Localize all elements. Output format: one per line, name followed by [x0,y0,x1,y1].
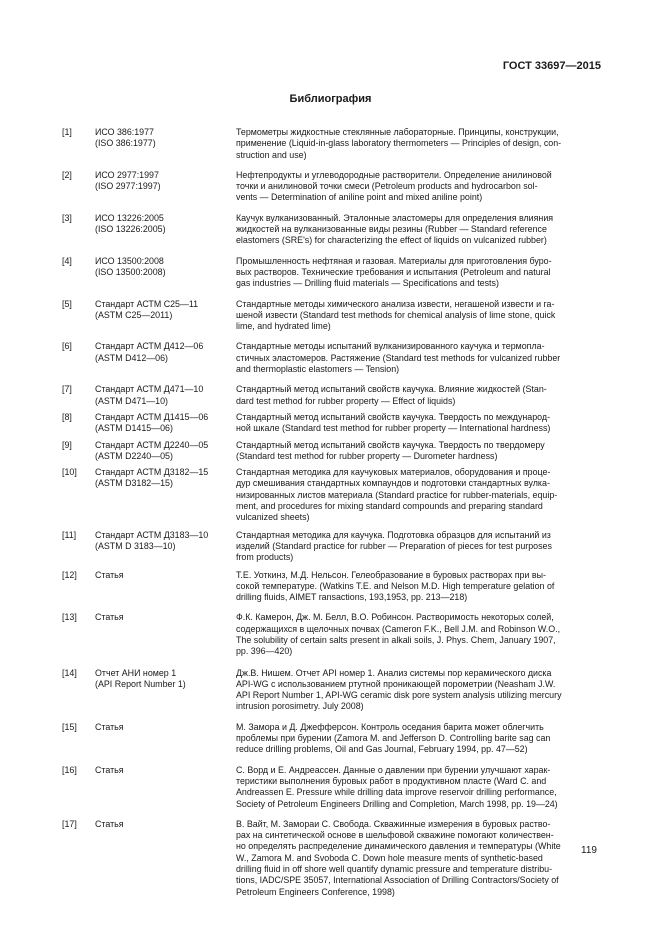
entry-number: [17] [62,818,77,829]
entry-source-line: (ASTM D2240—05) [95,450,173,461]
entry-description-line: дур смешивания стандартных компаундов и подготовки стандартных вулка- [236,478,550,489]
entry-source-line: ИСО 2977:1997 [95,169,159,180]
entry-description-line: Стандартные методы химического анализа извести, негашеной извести и га- [236,298,555,309]
entry-description [236,170,600,204]
entry-source-line: Статья [95,569,124,580]
entry-description-line: шеной извести (Standard test methods for chemical analysis of lime stone, quick [236,309,556,320]
entry-source [95,530,235,553]
entry-description-line: но определять распределение динамического давления и температуры (White [236,841,561,852]
section-title: Библиография [289,93,372,105]
bibliography-entry [62,530,600,564]
entry-source-line: Стандарт АСТМ Д1415—06 [95,411,209,422]
entry-number: [3] [62,212,72,223]
entry-source-line: (API Report Number 1) [95,678,186,689]
bibliography-list [62,127,600,898]
entry-source [95,440,235,463]
entry-description-line: низированных листов материала (Standard practice for rubber-materials, equip- [236,489,558,500]
entry-description-line: API-WG с использованием ртутной проникающей порометрии (Neasham J.W. [236,678,556,689]
entry-description-line: vulcanized sheets) [236,512,310,523]
entry-description-line: gas industries — Drilling fluid materials — Specifications and tests) [236,278,499,289]
entry-description-line: Термометры жидкостные стеклянные лабораторные. Принципы, конструкции, [236,127,559,137]
entry-description-line: Нефтепродукты и углеводородные растворители. Определение анилиновой [236,169,552,180]
entry-source-line: ИСО 13500:2008 [95,255,164,266]
entry-source-line: (ISO 13500:2008) [95,266,166,277]
entry-description-line: М. Замора и Д. Джефферсон. Контроль оседания барита может облегчить [236,721,544,732]
entry-description [236,412,600,435]
entry-source-line: ИСО 13226:2005 [95,212,164,223]
entry-source-line: (ISO 386:1977) [95,138,156,149]
entry-source-line: Стандарт АСТМ Д412—06 [95,341,204,352]
entry-number: [8] [62,411,72,422]
bibliography-entry [62,256,600,290]
entry-source [95,668,235,691]
bibliography-entry [62,341,600,375]
entry-description-line: drilling fluids, AIMET ransactions, 193,1953, pp. 213—218) [236,592,468,603]
entry-source-line: (ISO 13226:2005) [95,224,166,235]
entry-source-line: (ASTM D471—10) [95,395,168,406]
entry-description-line: pp. 396—420) [236,646,293,657]
bibliography-entry [62,819,600,898]
entry-description-line: tions, IADC/SPE 35057, International Association of Drilling Contractors/Society of [236,875,559,886]
entry-description-line: Andreassen E. Pressure while drilling data improve reservoir drilling performance, [236,787,557,798]
entry-source [95,213,235,236]
entry-source [95,765,235,776]
entry-description-line: стичных эластомеров. Растяжение (Standard test methods for vulcanized rubber [236,352,561,363]
entry-description-line: вых растворов. Технические требования и испытания (Petroleum and natural [236,266,551,277]
entry-source [95,299,235,322]
bibliography-entry [62,612,600,657]
entry-number: [7] [62,384,72,395]
entry-description-line: W., Zamora M. and Svoboda C. Down hole measure ments of synthetic-based [236,852,543,863]
entry-description [236,765,600,810]
entry-description-line: Society of Petroleum Engineers Drilling and Completion, March 1998, pp. 19—24) [236,798,558,809]
bibliography-entry [62,170,600,204]
entry-source-line: Стандарт АСТМ Д2240—05 [95,439,209,450]
entry-description [236,213,600,247]
entry-number: [12] [62,569,77,580]
entry-description-line: from products) [236,552,294,563]
bibliography-entry [62,299,600,333]
entry-description [236,299,600,333]
entry-description-line: reduce drilling problems, Oil and Gas Journal, February 1994, pp. 47—52) [236,744,528,755]
bibliography-entry [62,440,600,463]
entry-source-line: (ASTM D3182—15) [95,478,173,489]
entry-source-line: (ASTM D412—06) [95,352,168,363]
entry-description-line: lime, and hydrated lime) [236,321,331,332]
entry-description-line: Ф.К. Камерон, Дж. М. Белл, В.О. Робинсон. Растворимость некоторых солей, [236,612,554,623]
entry-description-line: drilling fluid in off shore well quantify dynamic pressure and temperature distribu- [236,864,553,875]
bibliography-entry [62,570,600,604]
entry-source [95,412,235,435]
entry-description-line: В. Вайт, М. Замораи С. Свобода. Скважинные измерения в буровых раство- [236,818,551,829]
entry-description-line: ment, and procedures for mixing standard compounds and preparing standard [236,501,543,512]
entry-source-line: Стандарт АСТМ Д471—10 [95,384,204,395]
entry-description-line: точки и анилиновой точки смеси (Petroleum products and hydrocarbon sol- [236,181,538,192]
entry-description [236,570,600,604]
entry-description-line: проблемы при бурении (Zamora M. and Jefferson D. Controlling barite sag can [236,733,551,744]
entry-description-line: рах на синтетической основе в шельфовой скважине помогают количествен- [236,830,554,841]
entry-description [236,467,600,523]
entry-source-line: Стандарт АСТМ Д3182—15 [95,467,209,478]
entry-number: [16] [62,764,77,775]
entry-source-line: Стандарт АСТМ Д3183—10 [95,529,209,540]
entry-description [236,127,600,161]
bibliography-entry [62,127,600,161]
entry-description-line: Каучук вулканизованный. Эталонные эластомеры для определения влияния [236,212,554,223]
entry-description-line: Стандартная методика для каучука. Подготовка образцов для испытаний из [236,529,551,540]
entry-number: [15] [62,721,77,732]
entry-source-line: Отчет АНИ номер 1 [95,667,177,678]
entry-description-line: Стандартный метод испытаний свойств каучука. Твердость по международ- [236,411,551,422]
bibliography-entry [62,384,600,407]
entry-description-line: Промышленность нефтяная и газовая. Материалы для приготовления буро- [236,255,552,266]
entry-description-line: dard test method for rubber property — Effect of liquids) [236,395,456,406]
entry-source-line: Статья [95,612,124,623]
entry-description-line: ной шкале (Standard test method for rubber property — International hardness) [236,423,551,434]
entry-source [95,341,235,364]
entry-source-line: (ISO 2977:1997) [95,181,161,192]
entry-number: [6] [62,341,72,352]
bibliography-entry [62,467,600,523]
entry-number: [10] [62,467,77,478]
entry-description-line: применение (Liquid-in-glass laboratory thermometers — Principles of design, con- [236,138,562,149]
bibliography-entry [62,765,600,810]
entry-source [95,467,235,490]
entry-description-line: теристики выполнения буровых работ в продуктивном пласте (Ward C. and [236,775,547,786]
entry-description-line: API Report Number 1, API-WG ceramic disk pore system analysis utilizing mercury [236,690,562,701]
entry-description-line: Стандартная методика для каучуковых материалов, оборудования и проце- [236,467,551,478]
entry-source [95,722,235,733]
entry-source-line: ИСО 386:1977 [95,127,154,137]
entry-description-line: intrusion porosimetry. July 2008) [236,701,364,712]
entry-description [236,530,600,564]
bibliography-entry [62,722,600,756]
entry-description [236,819,600,898]
standard-number: ГОСТ 33697—2015 [502,60,601,72]
entry-number: [5] [62,298,72,309]
entry-description-line: сокой температуре. (Watkins T.E. and Nelson M.D. High temperature gelation of [236,580,555,591]
entry-source [95,127,235,150]
entry-source [95,612,235,623]
entry-number: [4] [62,255,72,266]
entry-description [236,256,600,290]
entry-description-line: Стандартный метод испытаний свойств каучука. Твердость по твердомеру [236,439,545,450]
entry-source-line: (ASTM С25—2011) [95,309,173,320]
entry-description [236,722,600,756]
bibliography-entry [62,412,600,435]
entry-number: [13] [62,612,77,623]
entry-description [236,341,600,375]
entry-description-line: изделий (Standard practice for rubber — Preparation of pieces for test purposes [236,540,552,551]
entry-source-line: Статья [95,764,124,775]
entry-description-line: содержащихся в щелочных почвах (Cameron F.K., Bell J.M. and Robinson W.O., [236,623,561,634]
entry-source-line: (ASTM D1415—06) [95,423,173,434]
entry-number: [11] [62,529,77,540]
entry-source [95,570,235,581]
entry-description-line: Стандартные методы испытаний вулканизированного каучука и термопла- [236,341,545,352]
entry-description-line: The solubility of certain salts present in alkali soils, J. Phys. Chem, January 1907, [236,634,556,645]
entry-number: [1] [62,127,72,137]
entry-number: [9] [62,439,72,450]
entry-source [95,819,235,830]
entry-number: [2] [62,169,72,180]
entry-source [95,384,235,407]
entry-description-line: (Standard test method for rubber property — Durometer hardness) [236,450,498,461]
page-number: 119 [581,845,597,856]
entry-description-line: С. Ворд и Е. Андреассен. Данные о давлении при бурении улучшают харак- [236,764,551,775]
entry-source [95,170,235,193]
entry-description [236,668,600,713]
entry-source-line: Стандарт АСТМ С25—11 [95,298,199,309]
entry-description-line: vents — Determination of aniline point and mixed aniline point) [236,192,483,203]
bibliography-entry [62,213,600,247]
entry-source-line: Статья [95,721,124,732]
entry-source [95,256,235,279]
entry-description-line: Т.Е. Уоткинз, М.Д. Нельсон. Гелеобразование в буровых растворах при вы- [236,569,546,580]
bibliography-entry [62,668,600,713]
entry-description-line: Дж.В. Нишем. Отчет API номер 1. Анализ системы пор керамического диска [236,667,552,678]
entry-source-line: (ASTM D 3183—10) [95,540,176,551]
entry-description-line: elastomers (SRE's) for characterizing the effect of liquids on vulcanized rubber) [236,235,547,246]
entry-description [236,612,600,657]
entry-description-line: and thermoplastic elastomers — Tension) [236,364,400,375]
entry-source-line: Статья [95,818,124,829]
entry-description [236,384,600,407]
entry-description-line: Petroleum Engineers Conference, 1998) [236,886,395,897]
entry-description [236,440,600,463]
entry-description-line: жидкостей на вулканизованные виды резины (Rubber — Standard reference [236,224,547,235]
entry-description-line: struction and use) [236,149,307,160]
entry-description-line: Стандартный метод испытаний свойств каучука. Влияние жидкостей (Stan- [236,384,547,395]
entry-number: [14] [62,667,77,678]
